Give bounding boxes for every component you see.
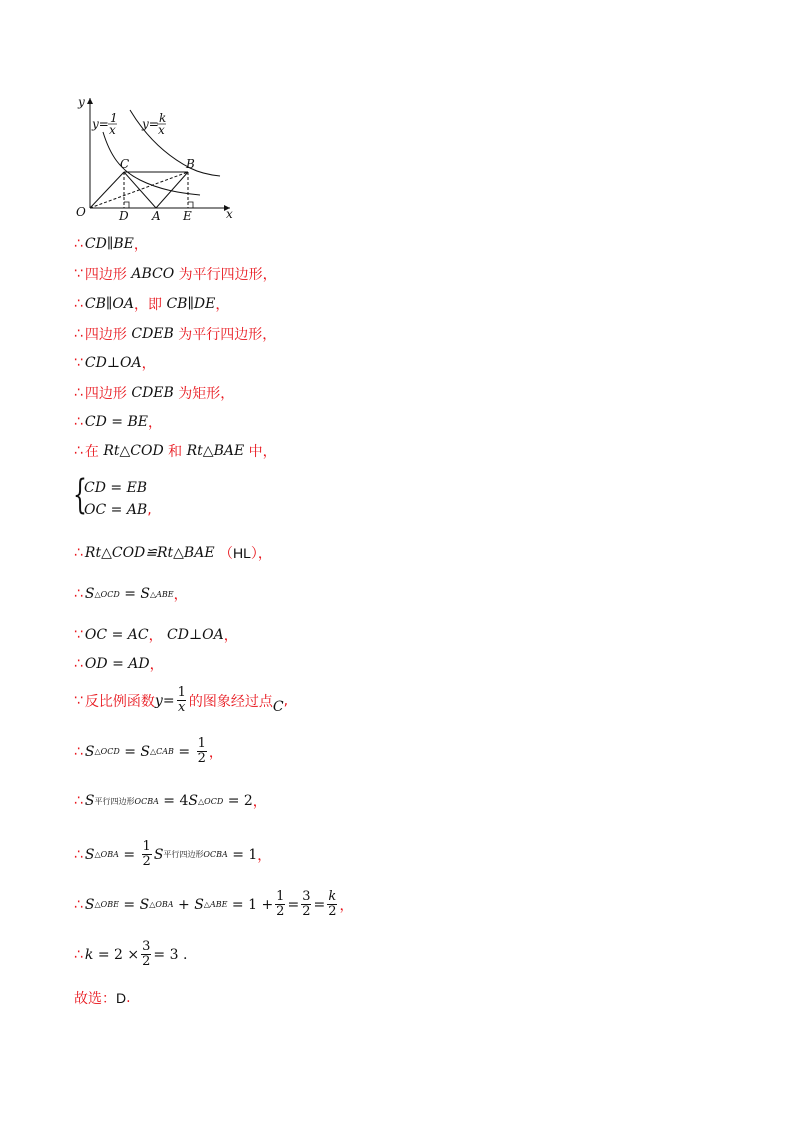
line-2: ∵ 四边形 ABCO 为平行四边形， bbox=[74, 266, 277, 283]
therefore-symbol: ∴ bbox=[74, 793, 83, 809]
line-1-text: CD∥BE bbox=[84, 236, 134, 252]
curve1-label-y: y= bbox=[92, 117, 109, 131]
line-function: ∵ 反比例函数 y = $\frac{1}{x}$ 的图象经过点 C , bbox=[74, 685, 289, 715]
curve2-label-y: y= bbox=[142, 117, 159, 131]
therefore-symbol: ∴ bbox=[74, 656, 83, 672]
fraction-half-2: $\frac{1}{2}$ bbox=[142, 839, 151, 869]
line-congruence: ∴ Rt△COD≌Rt△BAE （ HL ）， bbox=[74, 545, 272, 562]
line-7: ∴ CD = BE ， bbox=[74, 414, 163, 431]
func-post: 的图象经过点 bbox=[188, 693, 273, 710]
line-3: ∴ CB∥OA ，即 CB∥DE ， bbox=[74, 296, 230, 313]
line-6: ∴ 四边形 CDEB 为矩形， bbox=[74, 385, 235, 402]
therefore-symbol: ∴ bbox=[74, 946, 83, 963]
point-a-label: A bbox=[152, 209, 161, 223]
fraction-half-3: $\frac{1}{2}$ bbox=[276, 889, 285, 919]
therefore-symbol: ∴ bbox=[74, 846, 83, 863]
segment-ob bbox=[90, 172, 188, 208]
curve2-label-den: x bbox=[158, 123, 165, 137]
point-e-label: E bbox=[183, 209, 192, 223]
fraction-1-over-x: $\frac{1}{x}$ bbox=[177, 685, 186, 715]
graph-svg bbox=[70, 90, 250, 225]
line-5: ∵ CD⊥OA ， bbox=[74, 355, 156, 372]
line-area-ocd: ∴ S △OCD = S △CAB = $\frac{1}{2}$ ， bbox=[74, 736, 223, 766]
therefore-symbol: ∴ bbox=[74, 326, 83, 342]
therefore-symbol: ∴ bbox=[74, 296, 83, 312]
answer-value: D bbox=[116, 989, 127, 1006]
system-row-1 bbox=[84, 480, 147, 496]
axis-y-label: y bbox=[78, 95, 85, 109]
curve1-label-den: x bbox=[109, 123, 116, 137]
line-area-obe: ∴ S △OBE = S △OBA + S △ABE = 1 + $\frac{1}{2}$ = $\frac{3}{2}$ = $\frac{k}{2}$ ， bbox=[74, 889, 354, 919]
line-area-para: ∴ S 平行四边形 OCBA = 4 S △OCD = 2 ， bbox=[74, 793, 267, 810]
line-area-eq: ∴ S △OCD = S △ABE ， bbox=[74, 586, 188, 603]
therefore-symbol: ∴ bbox=[74, 743, 83, 760]
axis-x-label: x bbox=[226, 207, 233, 221]
segment-oc bbox=[90, 172, 124, 208]
answer-tail: . bbox=[126, 990, 131, 1006]
answer-line bbox=[74, 988, 131, 1008]
right-angle-d bbox=[124, 202, 129, 208]
line-k-value: ∴ k = 2 × $\frac{3}{2}$ = 3 . bbox=[74, 939, 188, 969]
curve2-label-num: k bbox=[159, 111, 167, 125]
fraction-three-halves: $\frac{3}{2}$ bbox=[302, 889, 311, 919]
therefore-symbol: ∴ bbox=[74, 586, 83, 602]
curve1-label-num: 1 bbox=[110, 111, 118, 125]
fraction-three-halves-2: $\frac{3}{2}$ bbox=[142, 939, 151, 969]
line-1: ∴ CD∥BE ， bbox=[74, 236, 148, 253]
y-axis-arrow bbox=[87, 98, 93, 104]
func-pre: 反比例函数 bbox=[84, 693, 155, 710]
point-d-label: D bbox=[119, 209, 129, 223]
line-od-ad: ∴ OD = AD ， bbox=[74, 656, 164, 673]
because-symbol: ∵ bbox=[74, 355, 83, 371]
because-symbol: ∵ bbox=[74, 266, 83, 282]
point-c-label: C bbox=[120, 157, 130, 171]
fraction-half: $\frac{1}{2}$ bbox=[197, 736, 206, 766]
therefore-symbol: ∴ bbox=[74, 545, 83, 561]
system-row-1-text: CD = EB bbox=[84, 480, 148, 496]
fraction-k-half: $\frac{k}{2}$ bbox=[328, 889, 337, 919]
because-symbol: ∵ bbox=[74, 692, 83, 709]
point-b-label: B bbox=[186, 157, 195, 171]
therefore-symbol: ∴ bbox=[74, 385, 83, 401]
line-4: ∴ 四边形 CDEB 为平行四边形， bbox=[74, 326, 277, 343]
therefore-symbol: ∴ bbox=[74, 236, 83, 252]
func-point: C bbox=[272, 698, 284, 715]
system-tail: , bbox=[147, 502, 152, 518]
therefore-symbol: ∴ bbox=[74, 414, 83, 430]
origin-label: O bbox=[76, 205, 86, 219]
line-oc-ac: ∵ OC = AC ， CD⊥OA ， bbox=[74, 627, 238, 644]
system-row-2-text: OC = AB bbox=[84, 502, 148, 518]
right-angle-e bbox=[188, 202, 193, 208]
system-row-2 bbox=[84, 502, 152, 518]
func-tail: , bbox=[283, 692, 289, 709]
because-symbol: ∵ bbox=[74, 627, 83, 643]
therefore-symbol: ∴ bbox=[74, 896, 83, 913]
system-brace: { bbox=[73, 472, 87, 518]
answer-label: 故选： bbox=[74, 991, 116, 1007]
line-8: ∴ 在 Rt△COD 和 Rt△BAE 中， bbox=[74, 443, 277, 460]
therefore-symbol: ∴ bbox=[74, 443, 83, 459]
graph-figure bbox=[70, 90, 250, 225]
line-area-oba: ∴ S △OBA = $\frac{1}{2}$ S 平行四边形 OCBA = 1 ， bbox=[74, 839, 272, 869]
